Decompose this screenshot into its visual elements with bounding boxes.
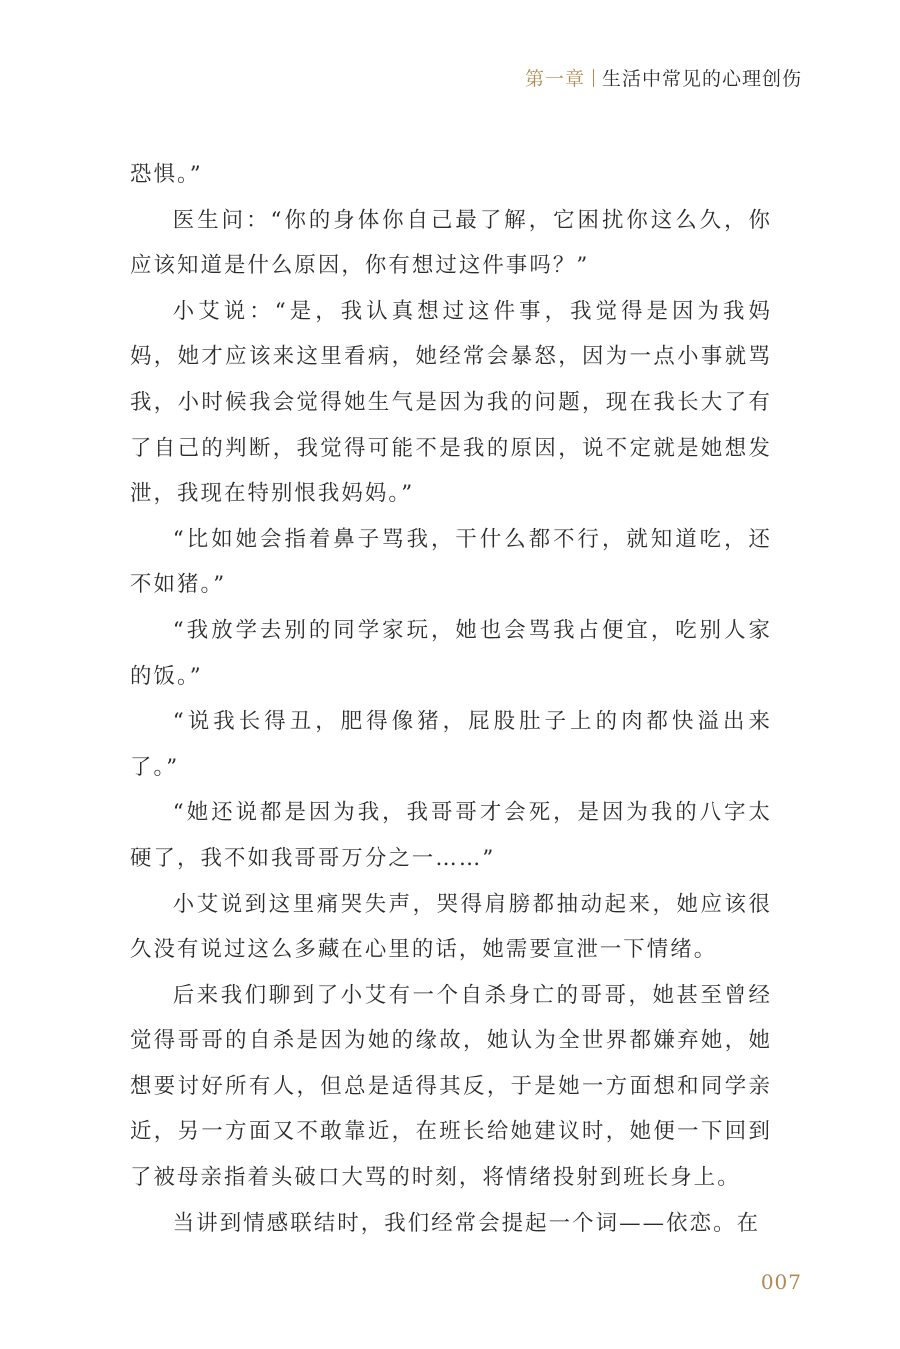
header-divider [593, 69, 594, 87]
paragraph: 恐惧。” [130, 162, 203, 187]
paragraph: “说我长得丑，肥得像猪，屁股肚子上的肉都快溢出来了。” [130, 709, 772, 780]
chapter-title: 生活中常见的心理创伤 [601, 68, 802, 90]
paragraph: “她还说都是因为我，我哥哥才会死，是因为我的八字太硬了，我不如我哥哥万分之一……” [130, 800, 772, 871]
chapter-label: 第一章 [524, 68, 585, 90]
paragraph: 后来我们聊到了小艾有一个自杀身亡的哥哥，她甚至曾经觉得哥哥的自杀是因为她的缘故，她认为全世界都嫌弃她，她想要讨好所有人，但总是适得其反，于是她一方面想和同学亲近，另一方面又不敢靠近，在班长给她建议时，她便一下回到了被母亲指着头破口大骂的时刻，将情绪投射到班长身上。 [130, 982, 772, 1191]
paragraph: 当讲到情感联结时，我们经常会提起一个词——依恋。在 [172, 1210, 761, 1236]
paragraph: “我放学去别的同学家玩，她也会骂我占便宜，吃别人家的饭。” [130, 617, 772, 689]
body-text [130, 152, 772, 1246]
paragraph: 医生问：“你的身体你自己最了解，它困扰你这么久，你应该知道是什么原因，你有想过这件事吗？” [130, 207, 772, 279]
page-number: 007 [760, 1270, 802, 1294]
running-header [525, 64, 802, 91]
paragraph: “比如她会指着鼻子骂我，干什么都不行，就知道吃，还不如猪。” [130, 526, 772, 598]
paragraph: 小艾说：“是，我认真想过这件事，我觉得是因为我妈妈，她才应该来这里看病，她经常会暴怒，因为一点小事就骂我，小时候我会觉得她生气是因为我的问题，现在我长大了有了自己的判断，我觉得可能不是我的原因，说不定就是她想发泄，我现在特别恨我妈妈。” [130, 298, 772, 507]
paragraph: 小艾说到这里痛哭失声，哭得肩膀都抽动起来，她应该很久没有说过这么多藏在心里的话，她需要宣泄一下情绪。 [130, 891, 772, 963]
